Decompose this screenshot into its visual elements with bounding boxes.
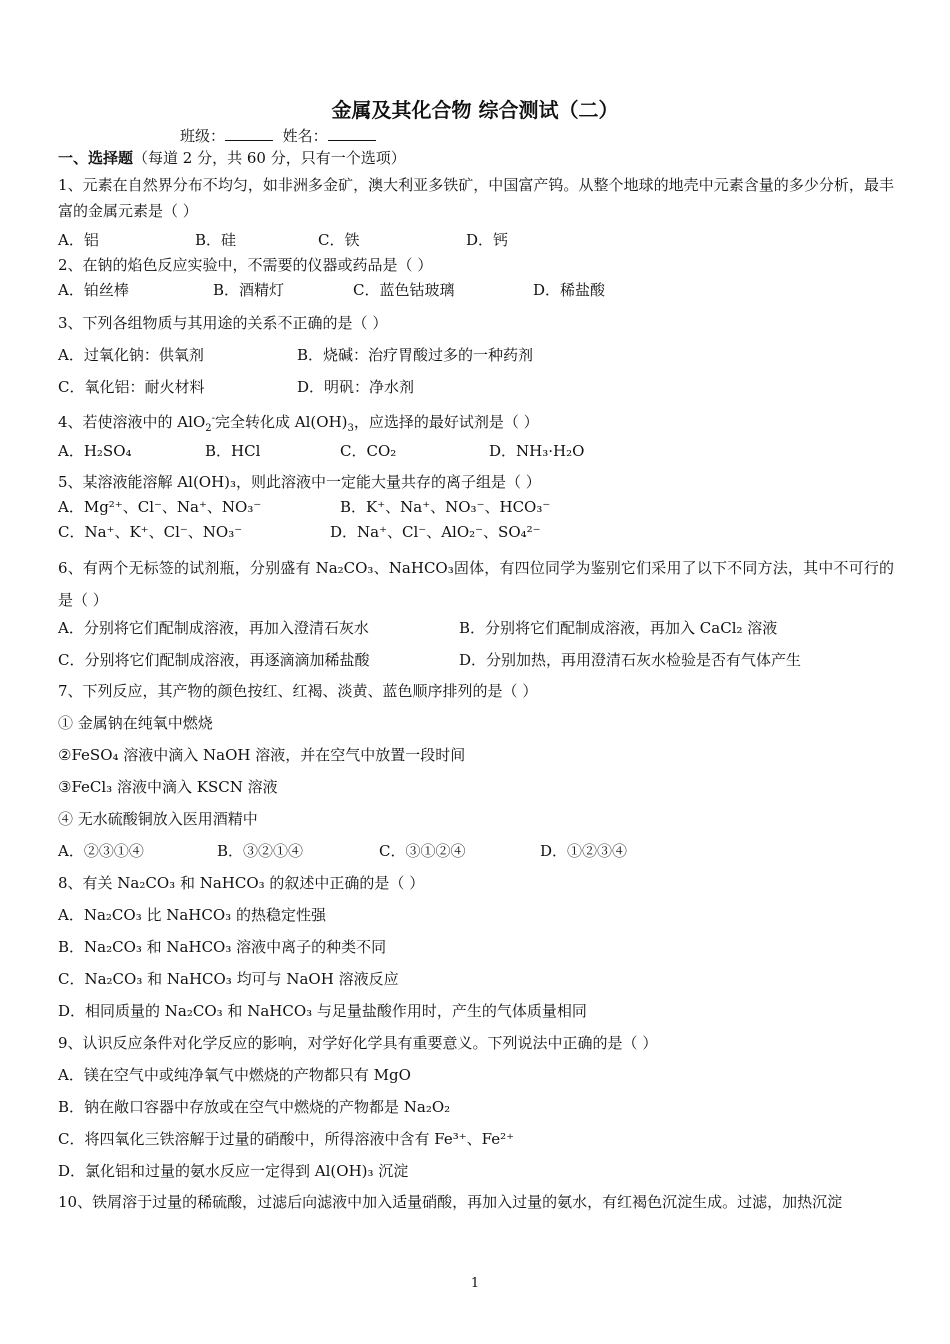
q2-option-d: D．稀盐酸 [533,281,606,299]
q8-option-c: C．Na₂CO₃ 和 NaHCO₃ 均可与 NaOH 溶液反应 [58,970,399,988]
q5-option-a: A．Mg²⁺、Cl⁻、Na⁺、NO₃⁻ [58,498,262,516]
q7-option-c: C．③①②④ [379,842,466,860]
question-8-stem: 8、有关 Na₂CO₃ 和 NaHCO₃ 的叙述中正确的是（ ） [58,874,425,892]
q6-option-c: C．分别将它们配制成溶液，再逐滴滴加稀盐酸 [58,651,370,669]
q2-option-c: C．蓝色钴玻璃 [353,281,455,299]
q4-option-a: A．H₂SO₄ [58,442,132,460]
q6-option-a: A．分别将它们配制成溶液，再加入澄清石灰水 [58,619,369,637]
question-9-stem: 9、认识反应条件对化学反应的影响，对学好化学具有重要意义。下列说法中正确的是（ ） [58,1034,658,1052]
class-blank[interactable] [225,126,273,141]
q9-option-a: A．镁在空气中或纯净氧气中燃烧的产物都只有 MgO [58,1066,411,1084]
q3-option-c: C．氧化铝：耐火材料 [58,378,205,396]
q5-option-d: D．Na⁺、Cl⁻、AlO₂⁻、SO₄²⁻ [330,523,541,541]
name-label: 姓名： [282,127,328,145]
q9-option-d: D．氯化铝和过量的氨水反应一定得到 Al(OH)₃ 沉淀 [58,1162,409,1180]
question-2-stem: 2、在钠的焰色反应实验中，不需要的仪器或药品是（ ） [58,256,433,274]
student-info-line [180,126,376,146]
section-heading [58,148,406,168]
section-title: 一、选择题 [58,149,134,167]
q1-option-d: D．钙 [466,231,509,249]
q3-option-b: B．烧碱：治疗胃酸过多的一种药剂 [297,346,534,364]
q2-option-a: A．铂丝棒 [58,281,129,299]
q6-option-d: D．分别加热，再用澄清石灰水检验是否有气体产生 [459,651,802,669]
q7-item-4: ④ 无水硫酸铜放入医用酒精中 [58,810,258,828]
q7-option-d: D．①②③④ [540,842,628,860]
page-title: 金属及其化合物 综合测试（二） [331,98,619,122]
q4-stem-part-2: 完全转化成 Al(OH) [215,413,348,431]
q9-option-b: B．钠在敞口容器中存放或在空气中燃烧的产物都是 Na₂O₂ [58,1098,451,1116]
q3-option-a: A．过氧化钠：供氧剂 [58,346,204,364]
q4-stem-part-3: ，应选择的最好试剂是（ ） [353,413,539,431]
page-number: 1 [470,1276,480,1291]
q7-option-b: B．③②①④ [217,842,304,860]
q4-option-c: C．CO₂ [340,442,397,460]
q4-stem-part-1: 4、若使溶液中的 AlO [58,413,206,431]
question-6-stem: 6、有两个无标签的试剂瓶，分别盛有 Na₂CO₃、NaHCO₃固体，有四位同学为鉴别它们采用了以下不同方法，其中不可行的是（ ） [58,559,894,609]
q5-option-b: B．K⁺、Na⁺、NO₃⁻、HCO₃⁻ [340,498,551,516]
question-7-stem: 7、下列反应，其产物的颜色按红、红褐、淡黄、蓝色顺序排列的是（ ） [58,682,538,700]
q3-option-d: D．明矾：净水剂 [297,378,415,396]
q4-option-b: B．HCl [205,442,261,460]
q4-stem-sub-2: 3 [347,423,354,434]
q8-option-d: D．相同质量的 Na₂CO₃ 和 NaHCO₃ 与足量盐酸作用时，产生的气体质量相同 [58,1002,587,1020]
q9-option-c: C．将四氧化三铁溶解于过量的硝酸中，所得溶液中含有 Fe³⁺、Fe²⁺ [58,1130,515,1148]
question-4-stem [58,409,539,439]
question-3-stem: 3、下列各组物质与其用途的关系不正确的是（ ） [58,314,388,332]
q4-stem-sub: 2 [205,423,212,434]
q7-item-1: ① 金属钠在纯氧中燃烧 [58,714,213,732]
q7-item-3: ③FeCl₃ 溶液中滴入 KSCN 溶液 [58,778,278,796]
name-blank[interactable] [328,126,376,141]
section-note: （每道 2 分，共 60 分，只有一个选项） [133,149,406,167]
q6-option-b: B．分别将它们配制成溶液，再加入 CaCl₂ 溶液 [459,619,778,637]
q4-option-d: D．NH₃·H₂O [489,442,585,460]
q1-option-b: B．硅 [195,231,237,249]
q8-option-a: A．Na₂CO₃ 比 NaHCO₃ 的热稳定性强 [58,906,326,924]
question-1-stem: 1、元素在自然界分布不均匀，如非洲多金矿，澳大利亚多铁矿，中国富产钨。从整个地球的地壳中元素含量的多少分析，最丰富的金属元素是（ ） [58,176,894,220]
q5-option-c: C．Na⁺、K⁺、Cl⁻、NO₃⁻ [58,523,243,541]
question-10-stem: 10、铁屑溶于过量的稀硫酸，过滤后向滤液中加入适量硝酸，再加入过量的氨水，有红褐色沉淀生成。过滤，加热沉淀 [58,1193,843,1211]
q1-option-c: C．铁 [318,231,360,249]
q4-stem-sup: - [211,413,216,424]
q7-item-2: ②FeSO₄ 溶液中滴入 NaOH 溶液，并在空气中放置一段时间 [58,746,466,764]
class-label: 班级： [180,127,226,145]
question-5-stem: 5、某溶液能溶解 Al(OH)₃，则此溶液中一定能大量共存的离子组是（ ） [58,473,541,491]
q1-option-a: A．铝 [58,231,99,249]
q7-option-a: A．②③①④ [58,842,144,860]
q8-option-b: B．Na₂CO₃ 和 NaHCO₃ 溶液中离子的种类不同 [58,938,387,956]
q2-option-b: B．酒精灯 [213,281,285,299]
